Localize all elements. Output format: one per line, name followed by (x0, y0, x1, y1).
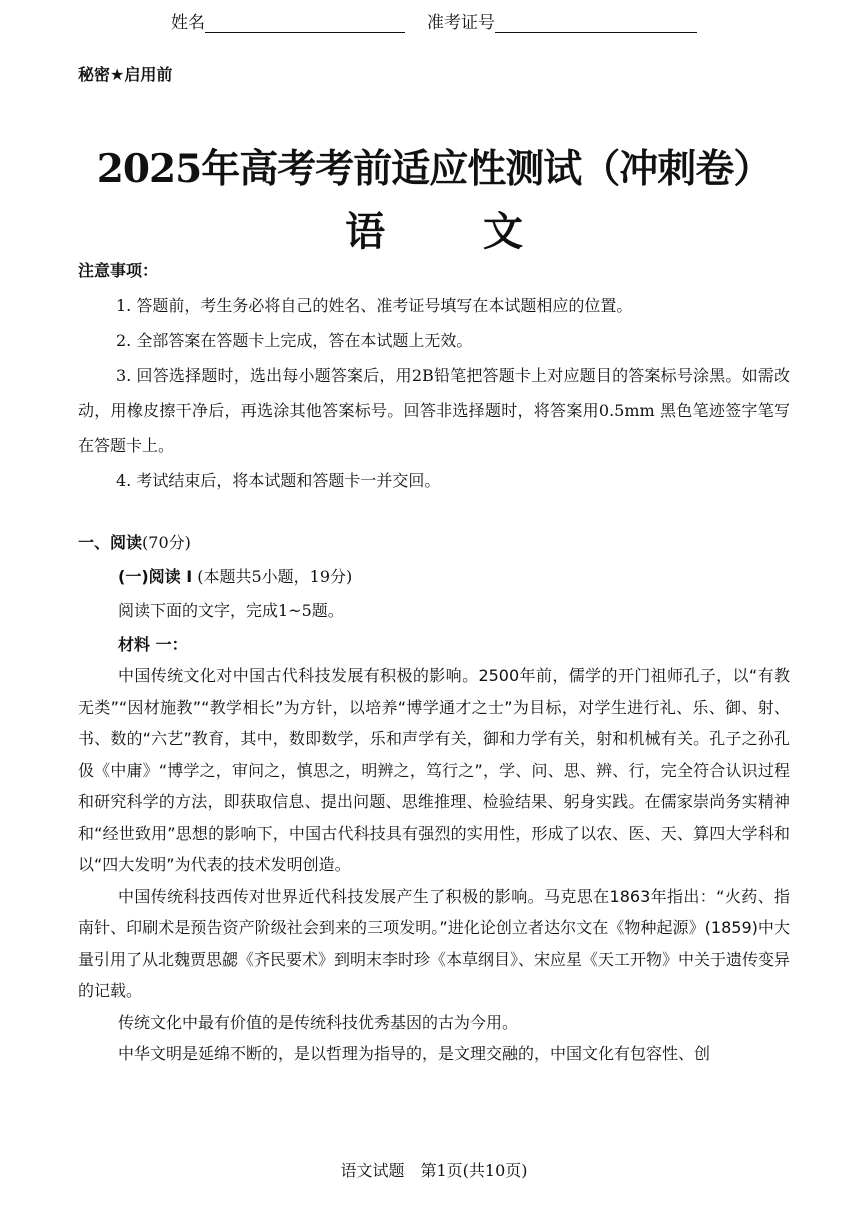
notes-list (78, 288, 790, 498)
subject-char-1: 语 (345, 208, 386, 255)
paragraph: 中国传统科技西传对世界近代科技发展产生了积极的影响。马克思在1863年指出：“火药、指南针、印刷术是预告资产阶级社会到来的三项发明。”进化论创立者达尔文在《物种起源》(1859)中大量引用了从北魏贾思勰《齐民要术》到明末李时珍《本草纲目》、宋应星《天工开物》中关于遗传变异的记载。 (78, 886, 791, 1000)
secret-mark: 秘密★启用前 (78, 65, 173, 84)
notes-heading: 注意事项： (78, 261, 159, 280)
reading-instruction: 阅读下面的文字，完成1~5题。 (118, 601, 344, 620)
name-label: 姓名 (171, 13, 205, 33)
paragraph: 中华文明是延绵不断的，是以哲理为指导的，是文理交融的，中国文化有包容性、创 (118, 1044, 711, 1063)
note-item: 2. 全部答案在答题卡上完成，答在本试题上无效。 (116, 331, 473, 350)
section-title: 一、阅读 (78, 533, 143, 552)
subject-char-2: 文 (482, 208, 523, 255)
section-points: (70分) (142, 533, 191, 552)
subject-title (0, 200, 868, 257)
material-label: 材料 一： (118, 635, 188, 654)
subsection-heading (118, 564, 352, 587)
note-item: 1. 答题前，考生务必将自己的姓名、准考证号填写在本试题相应的位置。 (116, 296, 633, 315)
section-heading (78, 530, 191, 553)
candidate-info-line (0, 8, 868, 33)
exam-no-label: 准考证号 (427, 13, 495, 33)
note-item: 4. 考试结束后，将本试题和答题卡一并交回。 (116, 471, 441, 490)
material-text (78, 660, 790, 1070)
paragraph: 中国传统文化对中国古代科技发展有积极的影响。2500年前，儒学的开门祖师孔子，以“有教无类”“因材施教”“教学相长”为方针，以培养“博学通才之士”为目标，对学生进行礼、乐、御、射、书、数的“六艺”教育，其中，数即数学，乐和声学有关，御和力学有关，射和机械有关。孔子之孙孔伋《中庸》“博学之，审问之，慎思之，明辨之，笃行之”，学、问、思、辨、行，完全符合认识过程和研究科学的方法，即获取信息、提出问题、思维推理、检验结果、躬身实践。在儒家崇尚务实精神和“经世致用”思想的影响下，中国古代科技具有强烈的实用性，形成了以农、医、天、算四大学科和以“四大发明”为代表的技术发明创造。 (78, 666, 790, 874)
note-item: 3. 回答选择题时，选出每小题答案后，用2B铅笔把答题卡上对应题目的答案标号涂黑。如需改动，用橡皮擦干净后，再选涂其他答案标号。回答非选择题时，将答案用0.5mm 黑色笔迹签字笔写在答题卡上。 (78, 366, 790, 455)
name-blank (205, 12, 405, 33)
paragraph: 传统文化中最有价值的是传统科技优秀基因的古为今用。 (118, 1012, 519, 1032)
subsection-detail: (本题共5小题，19分) (197, 567, 353, 586)
page-title: 2025年高考考前适应性测试（冲刺卷） (96, 146, 772, 192)
exam-no-blank (495, 12, 697, 33)
page-footer: 语文试题 第1页(共10页) (340, 1161, 528, 1180)
subsection-title: (一)阅读 I (118, 567, 193, 586)
